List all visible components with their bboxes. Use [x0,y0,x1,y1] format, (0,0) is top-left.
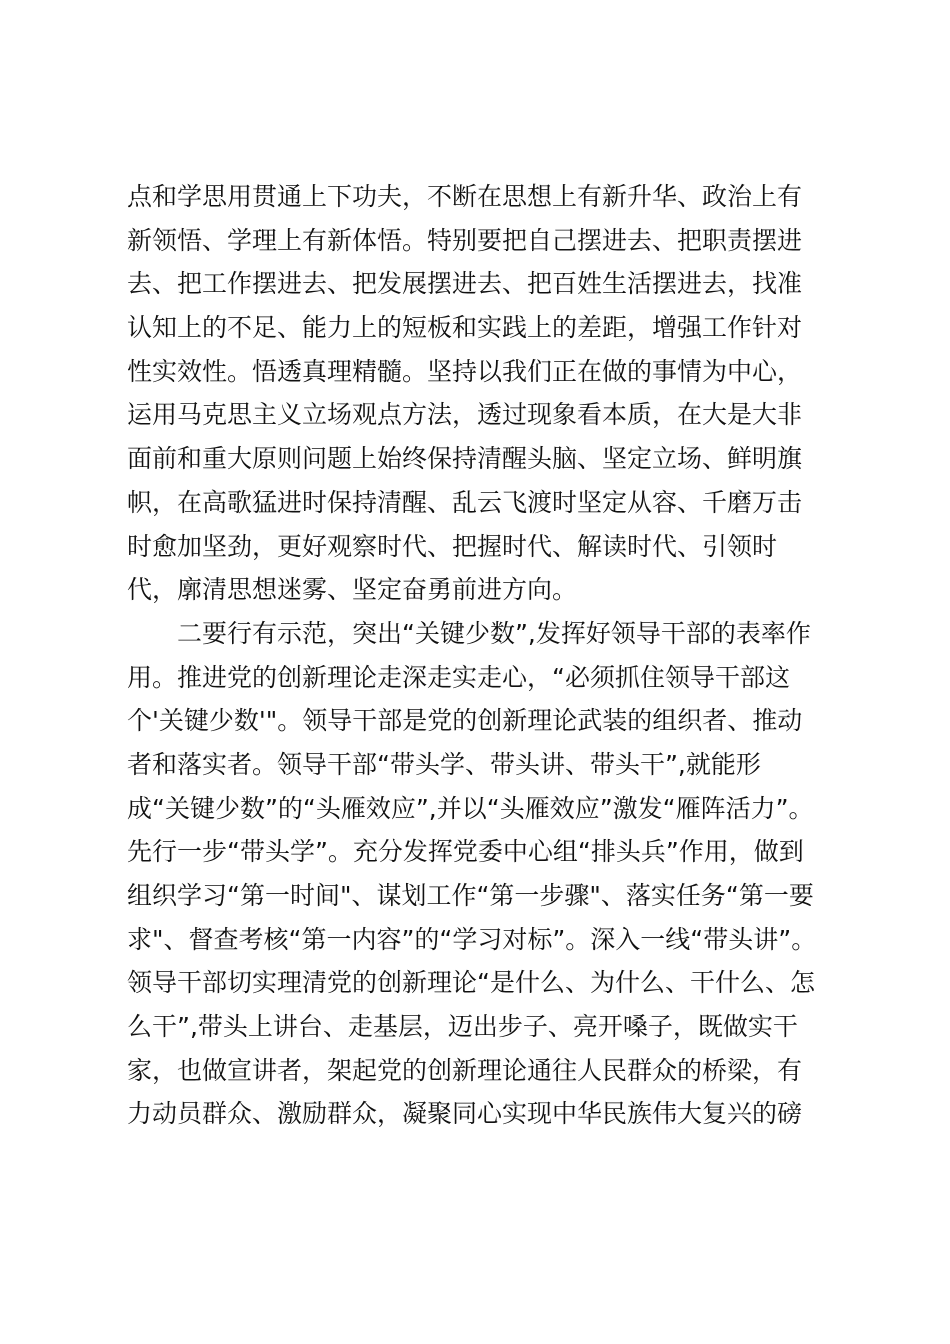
text-line: 先行一步“带头学”。充分发挥党委中心组“排头兵”作用，做到 [127,837,804,867]
text-line: 运用马克思主义立场观点方法，透过现象看本质，在大是大非 [127,400,803,430]
text-line: 时愈加坚劲，更好观察时代、把握时代、解读时代、引领时 [127,531,778,561]
text-line: 代，廓清思想迷雾、坚定奋勇前进方向。 [127,575,578,605]
text-line: 帜，在高歌猛进时保持清醒、乱云飞渡时坚定从容、千磨万击 [127,487,803,517]
text-line: 认知上的不足、能力上的短板和实践上的差距，增强工作针对 [127,313,803,343]
text-line: 去、把工作摆进去、把发展摆进去、把百姓生活摆进去，找准 [127,269,803,299]
text-line: 力动员群众、激励群众，凝聚同心实现中华民族伟大复兴的磅 [127,1099,803,1129]
text-line: 领导干部切实理清党的创新理论“是什么、为什么、干什么、怎 [127,968,815,998]
text-line: 成“关键少数”的“头雁效应”,并以“头雁效应”激发“雁阵活力”。 [127,793,814,823]
paragraph-start-line: 二要行有示范，突出“关键少数”,发挥好领导干部的表率作 [177,618,811,648]
text-line: 者和落实者。领导干部“带头学、带头讲、带头干”,就能形 [127,749,761,779]
text-line: 求"、督查考核“第一内容”的“学习对标”。深入一线“带头讲”。 [127,924,817,954]
body-text [127,175,837,1136]
text-line: 新领悟、学理上有新体悟。特别要把自己摆进去、把职责摆进 [127,225,803,255]
text-line: 家，也做宣讲者，架起党的创新理论通往人民群众的桥梁，有 [127,1055,803,1085]
text-line: 么干”,带头上讲台、走基层，迈出步子、亮开嗓子，既做实干 [127,1012,798,1042]
text-line: 个'关键少数'"。领导干部是党的创新理论武装的组织者、推动 [127,706,803,736]
text-line: 组织学习“第一时间"、谋划工作“第一步骤"、落实任务“第一要 [127,881,814,910]
text-line: 性实效性。悟透真理精髓。坚持以我们正在做的事情为中心， [127,356,803,386]
text-line: 点和学思用贯通上下功夫，不断在思想上有新升华、政治上有 [127,182,803,211]
text-line: 用。推进党的创新理论走深走实走心，“必须抓住领导干部这 [127,662,790,692]
text-line: 面前和重大原则问题上始终保持清醒头脑、坚定立场、鲜明旗 [127,444,803,474]
